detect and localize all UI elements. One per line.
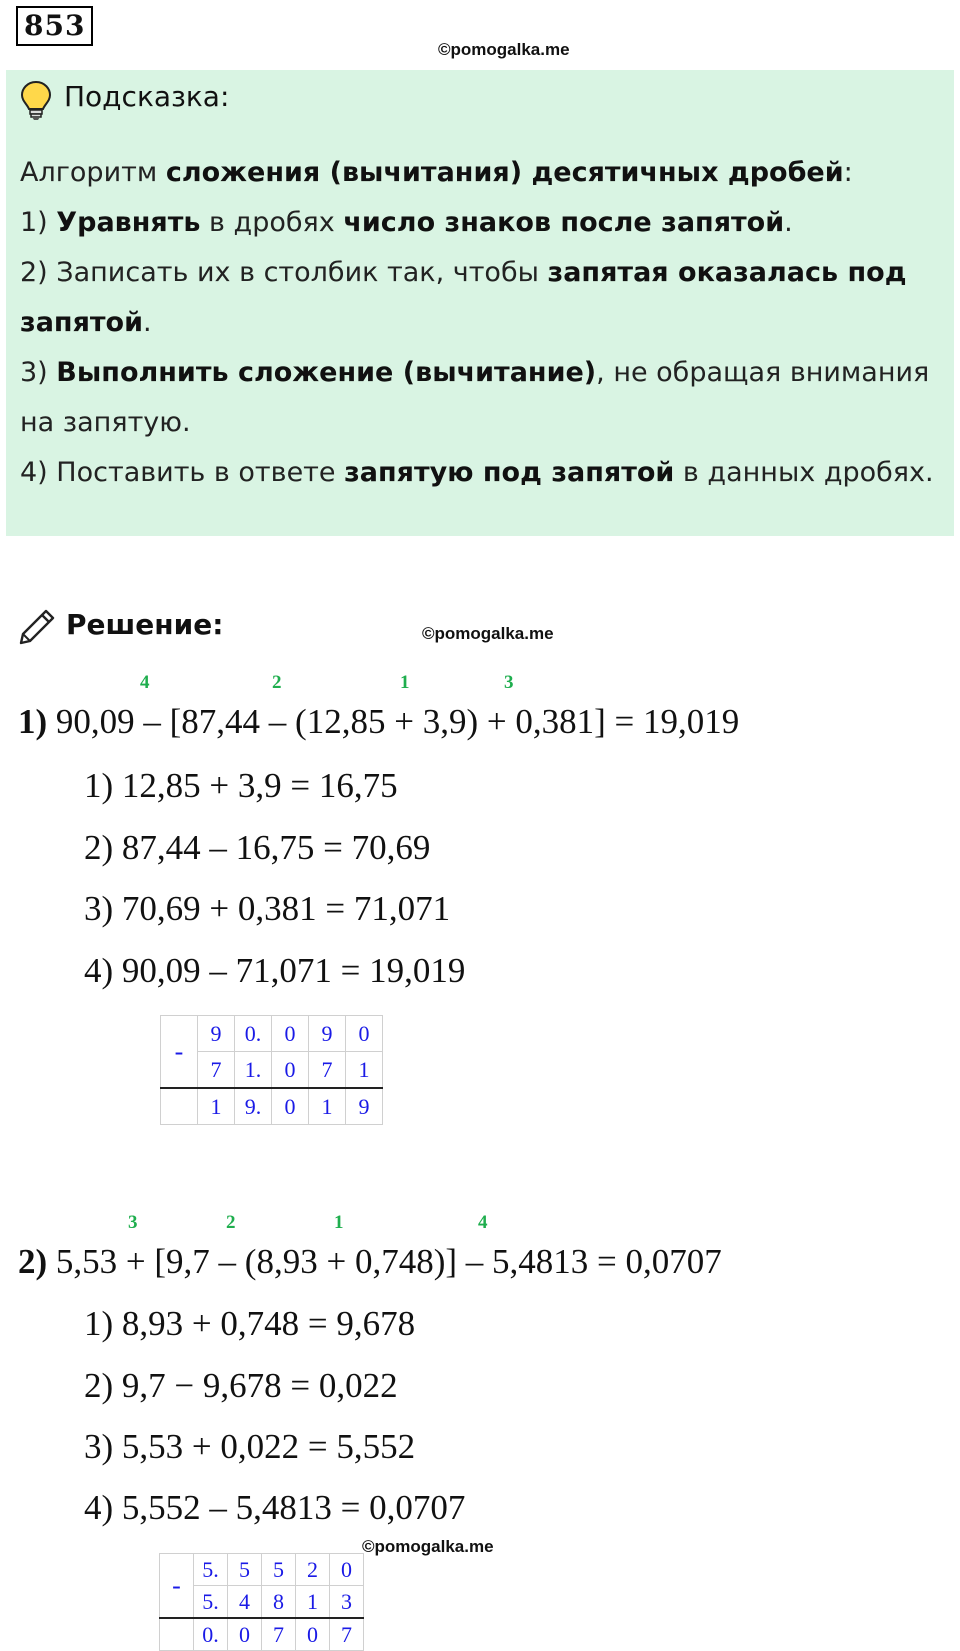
order-mark: 1: [334, 1212, 344, 1233]
hint-bold-text: число знаков после запятой: [343, 207, 785, 238]
hint-text-run: Алгоритм: [20, 157, 166, 188]
table-cell: 5.: [194, 1554, 228, 1586]
table-cell: [161, 1088, 198, 1125]
hint-bold-text: Выполнить сложение (вычитание): [56, 357, 597, 388]
table-cell: 3: [330, 1586, 364, 1619]
hint-bold-text: запятая оказалась под запятой: [20, 257, 907, 338]
table-cell: 0: [272, 1016, 309, 1052]
hint-text: [20, 148, 945, 498]
order-mark: 3: [128, 1212, 138, 1233]
hint-text-run: 4) Поставить в ответе: [20, 457, 345, 488]
hint-line: [20, 248, 945, 348]
hint-bold-text: запятую под запятой: [344, 457, 675, 488]
step: 1) 8,93 + 0,748 = 9,678: [84, 1304, 416, 1343]
hint-line: [20, 198, 945, 248]
order-mark: 2: [272, 672, 282, 693]
table-cell: 0: [330, 1554, 364, 1586]
hint-bold-text: Уравнять: [56, 207, 201, 238]
table-cell: [160, 1618, 194, 1651]
minus-sign: -: [161, 1016, 198, 1089]
table-cell: 0: [296, 1618, 330, 1651]
table-cell: 0.: [194, 1618, 228, 1651]
table-cell: 7: [330, 1618, 364, 1651]
table-cell: 9.: [235, 1088, 272, 1125]
order-mark: 4: [478, 1212, 488, 1233]
hint-bold-text: сложения (вычитания) десятичных дробей: [165, 157, 844, 188]
table-cell: 0: [272, 1088, 309, 1125]
hint-text-run: , не обращая внимания на запятую.: [20, 357, 930, 438]
hint-text-run: в данных дробях.: [674, 457, 934, 488]
table-cell: 7: [198, 1052, 235, 1089]
problem-1-expression: [18, 702, 739, 742]
table-cell: 5.: [194, 1586, 228, 1619]
hint-text-run: .: [143, 307, 152, 338]
hint-line: [20, 148, 945, 198]
order-mark: 2: [226, 1212, 236, 1233]
problem-number: 853: [16, 6, 93, 46]
hint-text-run: в дробях: [200, 207, 344, 238]
hint-text-run: .: [784, 207, 793, 238]
order-mark: 3: [504, 672, 514, 693]
problem-label: 2): [18, 1242, 48, 1281]
table-cell: 5: [262, 1554, 296, 1586]
table-cell: 8: [262, 1586, 296, 1619]
table-cell: 1: [346, 1052, 383, 1089]
table-cell: 1: [309, 1088, 346, 1125]
hint-text-run: 1): [20, 207, 57, 238]
table-cell: 2: [296, 1554, 330, 1586]
step: 1) 12,85 + 3,9 = 16,75: [84, 766, 398, 805]
hint-text-run: 2) Записать их в столбик так, чтобы: [20, 257, 548, 288]
step: 3) 70,69 + 0,381 = 71,071: [84, 889, 451, 928]
watermark: ©pomogalka.me: [438, 40, 570, 59]
order-mark: 1: [400, 672, 410, 693]
solution-title: Решение:: [66, 608, 224, 641]
order-mark: 4: [140, 672, 150, 693]
step: 2) 9,7 − 9,678 = 0,022: [84, 1366, 398, 1405]
table-cell: 9: [198, 1016, 235, 1052]
column-subtraction-table: [160, 1015, 383, 1125]
table-cell: 0: [272, 1052, 309, 1089]
lightbulb-icon: [20, 80, 52, 124]
step: 3) 5,53 + 0,022 = 5,552: [84, 1427, 416, 1466]
watermark: ©pomogalka.me: [362, 1537, 494, 1556]
step: 4) 5,552 – 5,4813 = 0,0707: [84, 1488, 466, 1527]
hint-text-run: 3): [20, 357, 57, 388]
table-cell: 0: [346, 1016, 383, 1052]
table-cell: 1: [296, 1586, 330, 1619]
table-cell: 7: [309, 1052, 346, 1089]
hint-line: [20, 448, 945, 498]
table-cell: 1.: [235, 1052, 272, 1089]
column-subtraction-table: [159, 1553, 364, 1651]
problem-2-expression: [18, 1242, 722, 1282]
table-cell: 0.: [235, 1016, 272, 1052]
problem-label: 1): [18, 702, 48, 741]
expression-text: 5,53 + [9,7 – (8,93 + 0,748)] – 5,4813 = 0,0707: [55, 1242, 722, 1281]
hint-line: [20, 348, 945, 448]
expression-text: 90,09 – [87,44 – (12,85 + 3,9) + 0,381] = 19,019: [55, 702, 740, 741]
pencil-icon: [18, 608, 56, 650]
hint-title: Подсказка:: [64, 80, 230, 113]
table-cell: 1: [198, 1088, 235, 1125]
table-cell: 7: [262, 1618, 296, 1651]
step: 4) 90,09 – 71,071 = 19,019: [84, 951, 466, 990]
table-cell: 9: [309, 1016, 346, 1052]
table-cell: 0: [228, 1618, 262, 1651]
minus-sign: -: [160, 1554, 194, 1619]
table-cell: 5: [228, 1554, 262, 1586]
hint-text-run: :: [843, 157, 853, 188]
table-cell: 9: [346, 1088, 383, 1125]
watermark: ©pomogalka.me: [422, 624, 554, 643]
table-cell: 4: [228, 1586, 262, 1619]
step: 2) 87,44 – 16,75 = 70,69: [84, 828, 431, 867]
